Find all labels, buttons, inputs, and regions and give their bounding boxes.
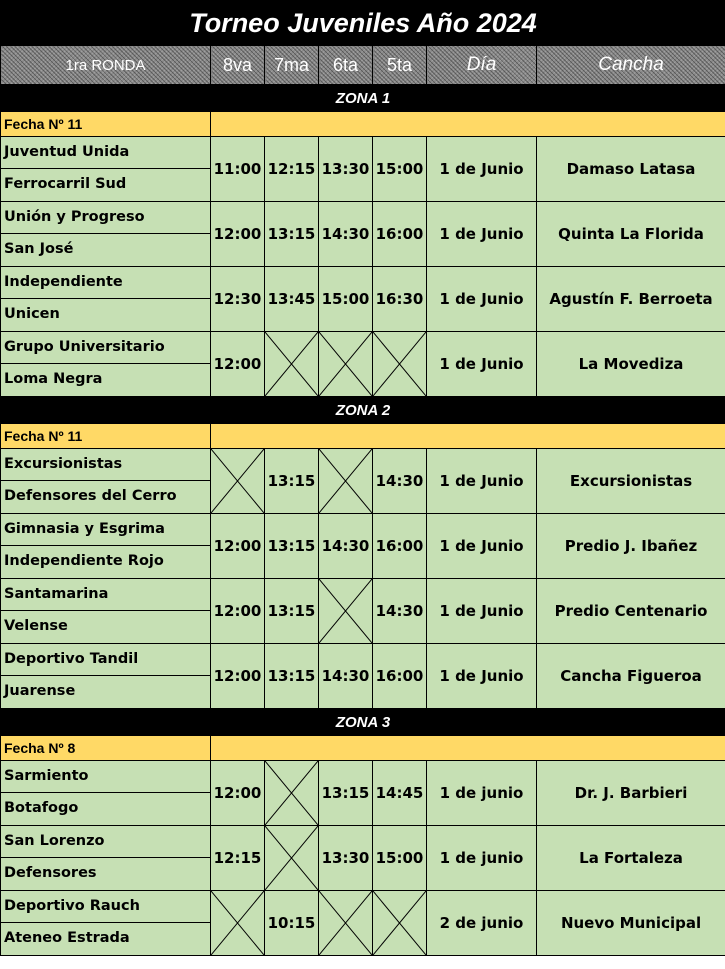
no-match-cross-6ta [319, 579, 373, 644]
time-5ta: 14:30 [373, 579, 427, 644]
zona-title: ZONA 2 [1, 397, 725, 424]
home-team: Sarmiento [1, 761, 210, 793]
cross-mark-icon [265, 332, 318, 396]
no-match-cross-6ta [319, 332, 373, 397]
time-8va: 12:00 [211, 761, 265, 826]
time-5ta: 15:00 [373, 826, 427, 891]
time-5ta: 16:00 [373, 514, 427, 579]
no-match-cross-7ma [265, 826, 319, 891]
away-team: Unicen [4, 306, 60, 322]
fecha-label: Fecha Nº 11 [1, 112, 211, 137]
away-team: San José [4, 241, 74, 257]
cross-mark-icon [373, 891, 426, 955]
time-8va: 12:00 [211, 332, 265, 397]
fecha-label: Fecha Nº 8 [1, 736, 211, 761]
match-cancha: Nuevo Municipal [537, 891, 725, 956]
no-match-cross-7ma [265, 332, 319, 397]
time-8va: 12:00 [211, 202, 265, 267]
time-8va: 12:30 [211, 267, 265, 332]
zona-row [1, 85, 725, 112]
match-teams [1, 579, 211, 644]
no-match-cross-8va [211, 449, 265, 514]
away-team: Defensores del Cerro [4, 488, 177, 504]
away-team: Loma Negra [4, 371, 103, 387]
time-6ta: 13:15 [319, 761, 373, 826]
away-team: Juarense [4, 683, 76, 699]
match-row [1, 332, 725, 397]
cross-mark-icon [373, 332, 426, 396]
match-teams [1, 514, 211, 579]
home-team: Santamarina [1, 579, 210, 611]
match-dia: 1 de Junio [427, 332, 537, 397]
time-5ta: 16:30 [373, 267, 427, 332]
time-7ma: 13:45 [265, 267, 319, 332]
match-teams [1, 891, 211, 956]
header-slot-7ma: 7ma [265, 46, 319, 85]
time-7ma: 13:15 [265, 514, 319, 579]
match-row [1, 891, 725, 956]
match-dia: 1 de Junio [427, 202, 537, 267]
match-teams [1, 644, 211, 709]
time-7ma: 13:15 [265, 202, 319, 267]
time-5ta: 14:45 [373, 761, 427, 826]
home-team: Gimnasia y Esgrima [1, 514, 210, 546]
match-row [1, 137, 725, 202]
home-team: Deportivo Rauch [1, 891, 210, 923]
match-row [1, 644, 725, 709]
no-match-cross-8va [211, 891, 265, 956]
match-teams [1, 332, 211, 397]
away-team: Independiente Rojo [4, 553, 164, 569]
zona-row [1, 397, 725, 424]
cross-mark-icon [319, 332, 372, 396]
match-teams [1, 267, 211, 332]
away-team: Velense [4, 618, 68, 634]
time-7ma: 12:15 [265, 137, 319, 202]
no-match-cross-6ta [319, 891, 373, 956]
time-7ma: 13:15 [265, 449, 319, 514]
fecha-row [1, 736, 725, 761]
away-team: Botafogo [4, 800, 79, 816]
no-match-cross-7ma [265, 761, 319, 826]
cross-mark-icon [265, 761, 318, 825]
time-8va: 12:00 [211, 514, 265, 579]
zona-title: ZONA 1 [1, 85, 725, 112]
match-row [1, 449, 725, 514]
cross-mark-icon [265, 826, 318, 890]
fecha-label: Fecha Nº 11 [1, 424, 211, 449]
match-cancha: Cancha Figueroa [537, 644, 725, 709]
cross-mark-icon [319, 579, 372, 643]
match-cancha: Predio J. Ibañez [537, 514, 725, 579]
match-dia: 1 de Junio [427, 137, 537, 202]
match-dia: 1 de Junio [427, 644, 537, 709]
match-dia: 1 de junio [427, 761, 537, 826]
header-slot-8va: 8va [211, 46, 265, 85]
match-cancha: Excursionistas [537, 449, 725, 514]
away-team: Ateneo Estrada [4, 930, 130, 946]
home-team: Excursionistas [1, 449, 210, 481]
zona-row [1, 709, 725, 736]
time-8va: 12:15 [211, 826, 265, 891]
time-6ta: 13:30 [319, 137, 373, 202]
match-dia: 2 de junio [427, 891, 537, 956]
match-teams [1, 202, 211, 267]
zona-title: ZONA 3 [1, 709, 725, 736]
home-team: Grupo Universitario [1, 332, 210, 364]
away-team: Defensores [4, 865, 97, 881]
time-8va: 12:00 [211, 579, 265, 644]
match-dia: 1 de Junio [427, 514, 537, 579]
time-7ma: 13:15 [265, 579, 319, 644]
header-cancha: Cancha [537, 46, 725, 85]
time-6ta: 14:30 [319, 514, 373, 579]
cross-mark-icon [319, 891, 372, 955]
away-team: Ferrocarril Sud [4, 176, 127, 192]
no-match-cross-5ta [373, 332, 427, 397]
header-dia: Día [427, 46, 537, 85]
header-ronda: 1ra RONDA [1, 46, 211, 85]
match-dia: 1 de Junio [427, 449, 537, 514]
header-slot-5ta: 5ta [373, 46, 427, 85]
time-5ta: 14:30 [373, 449, 427, 514]
time-6ta: 14:30 [319, 202, 373, 267]
home-team: Unión y Progreso [1, 202, 210, 234]
match-row [1, 826, 725, 891]
cross-mark-icon [211, 449, 264, 513]
home-team: Deportivo Tandil [1, 644, 210, 676]
cross-mark-icon [319, 449, 372, 513]
fecha-filler [211, 736, 725, 761]
time-5ta: 15:00 [373, 137, 427, 202]
time-8va: 11:00 [211, 137, 265, 202]
match-dia: 1 de Junio [427, 267, 537, 332]
header-slot-6ta: 6ta [319, 46, 373, 85]
home-team: San Lorenzo [1, 826, 210, 858]
match-dia: 1 de Junio [427, 579, 537, 644]
time-5ta: 16:00 [373, 202, 427, 267]
time-8va: 12:00 [211, 644, 265, 709]
match-row [1, 202, 725, 267]
match-row [1, 579, 725, 644]
fecha-filler [211, 112, 725, 137]
header-row [1, 46, 725, 85]
match-teams [1, 826, 211, 891]
time-6ta: 13:30 [319, 826, 373, 891]
time-6ta: 15:00 [319, 267, 373, 332]
cross-mark-icon [211, 891, 264, 955]
match-cancha: Dr. J. Barbieri [537, 761, 725, 826]
match-cancha: Agustín F. Berroeta [537, 267, 725, 332]
match-dia: 1 de junio [427, 826, 537, 891]
no-match-cross-6ta [319, 449, 373, 514]
time-7ma: 10:15 [265, 891, 319, 956]
match-cancha: La Movediza [537, 332, 725, 397]
title-row [1, 1, 725, 46]
time-6ta: 14:30 [319, 644, 373, 709]
match-cancha: La Fortaleza [537, 826, 725, 891]
page-title: Torneo Juveniles Año 2024 [1, 1, 725, 46]
match-row [1, 761, 725, 826]
fecha-filler [211, 424, 725, 449]
home-team: Juventud Unida [1, 137, 210, 169]
no-match-cross-5ta [373, 891, 427, 956]
match-teams [1, 761, 211, 826]
match-teams [1, 137, 211, 202]
match-row [1, 267, 725, 332]
time-7ma: 13:15 [265, 644, 319, 709]
home-team: Independiente [1, 267, 210, 299]
fecha-row [1, 424, 725, 449]
fecha-row [1, 112, 725, 137]
match-teams [1, 449, 211, 514]
time-5ta: 16:00 [373, 644, 427, 709]
match-row [1, 514, 725, 579]
match-cancha: Damaso Latasa [537, 137, 725, 202]
match-cancha: Quinta La Florida [537, 202, 725, 267]
match-cancha: Predio Centenario [537, 579, 725, 644]
